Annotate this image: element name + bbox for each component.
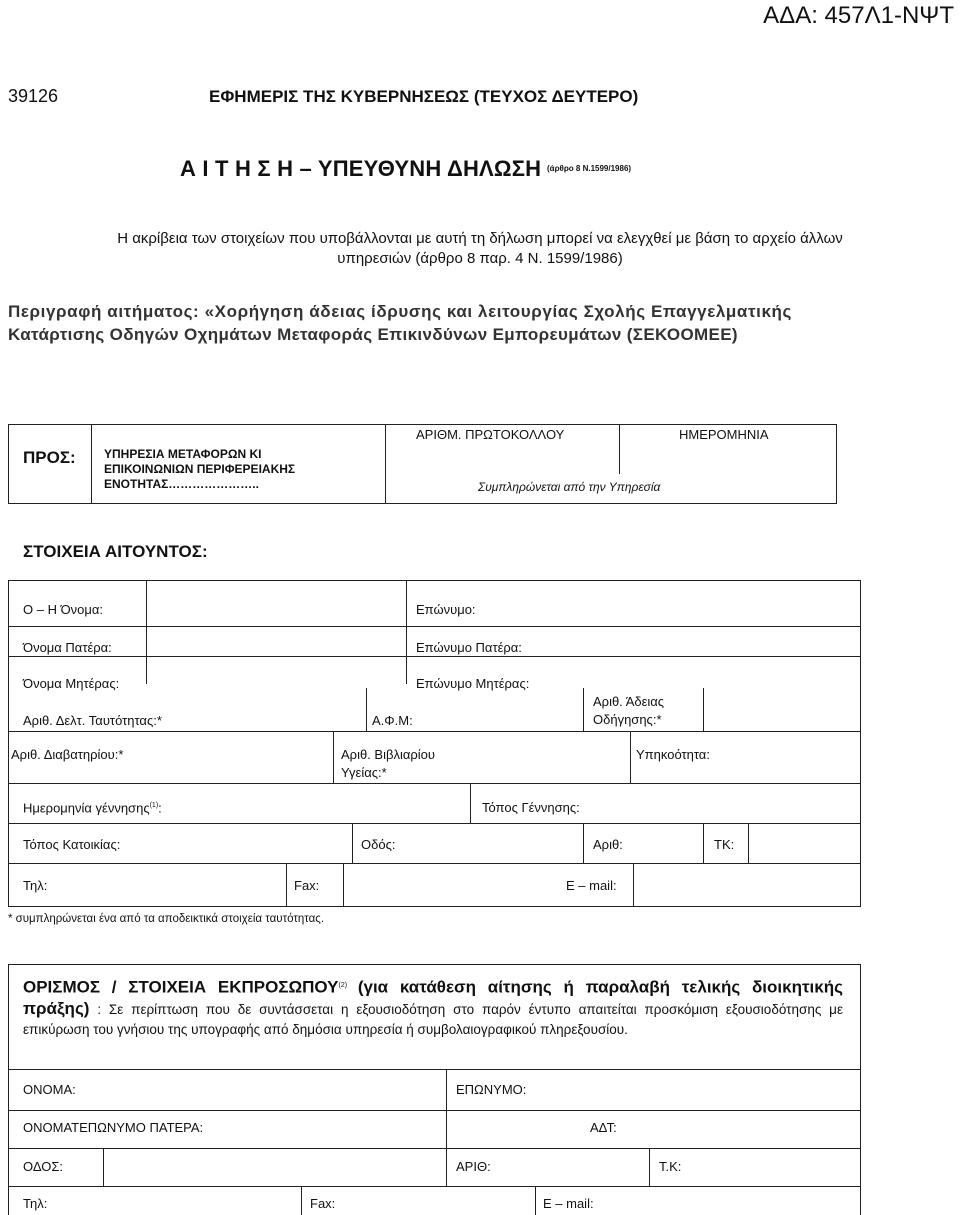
recipient-service-line3: ΕΝΟΤΗΤΑΣ…………………..	[104, 477, 259, 491]
residence-label: Τόπος Κατοικίας:	[23, 837, 121, 852]
representative-footnote-ref: (2)	[338, 982, 348, 989]
fax-label: Fax:	[294, 878, 320, 893]
representative-intro: ΟΡΙΣΜΟΣ / ΣΤΟΙΧΕΙΑ ΕΚΠΡΟΣΩΠΟΥ$^{(2)}$ (για κατάθεση αίτησης ή παραλαβή τελικής διοικητικής πράξης) : Σε περίπτωση που δε συντάσσεται η εξουσιοδότηση στο παρόν έντυπο απαιτείται προσκόμιση εξουσιοδότησης με επικύρωση του γνήσιου της υπογραφής από δημόσια υπηρεσία ή συμβολαιογραφικού πληρεξουσίου.	[23, 977, 843, 1037]
id-number-label: Αριθ. Δελτ. Ταυτότητας:*	[23, 713, 162, 728]
page-number: 39126	[8, 86, 59, 106]
rep-adt-label: ΑΔΤ:	[590, 1120, 617, 1135]
street-label: Οδός:	[361, 837, 396, 852]
mother-name-label: Όνομα Μητέρας:	[23, 676, 120, 691]
rep-fax-label: Fax:	[310, 1196, 336, 1211]
representative-note: Σε περίπτωση που δε συντάσσεται η εξουσιοδότηση στο παρόν έντυπο απαιτείται προσκόμιση εξουσιοδότησης με επικύρωση του γνήσιου της υπογραφής από δημόσια υπηρεσία ή συμβολαιογραφικού πληρεξουσίου.	[23, 1001, 843, 1037]
rep-street-label: ΟΔΟΣ:	[23, 1159, 64, 1174]
license-label-line1: Αριθ. Άδειας	[593, 694, 665, 709]
rep-father-fullname-label: ΟΝΟΜΑΤΕΠΩΝΥΜΟ ΠΑΤΕΡΑ:	[23, 1120, 204, 1135]
afm-label: Α.Φ.Μ:	[372, 713, 413, 728]
health-book-label-line1: Αριθ. Βιβλιαρίου	[341, 747, 435, 762]
applicant-surname-label: Επώνυμο:	[416, 602, 476, 617]
request-description-line1: Περιγραφή αιτήματος: «Χορήγηση άδειας ίδρυσης και λειτουργίας Σχολής Επαγγελματικής	[8, 302, 792, 321]
accuracy-note-line2: υπηρεσιών (άρθρο 8 παρ. 4 Ν. 1599/1986)	[337, 250, 623, 267]
health-book-label	[341, 747, 435, 780]
birth-date-text: Ημερομηνία γέννησης	[23, 800, 150, 816]
rep-phone-label: Τηλ:	[23, 1196, 48, 1211]
rep-number-label: ΑΡΙΘ:	[456, 1159, 491, 1174]
form-title: Α Ι Τ Η Σ Η – ΥΠΕΥΘΥΝΗ ΔΗΛΩΣΗ	[180, 156, 542, 181]
birth-date-label: Ημερομηνία γέννησης$^{(1)}$:	[23, 800, 162, 816]
accuracy-note	[0, 229, 960, 269]
accuracy-note-line1: Η ακρίβεια των στοιχείων που υποβάλλονται με αυτή τη δήλωση μπορεί να ελεγχθεί με βάση το αρχείο άλλων	[117, 230, 843, 247]
rep-email-label: Ε – mail:	[543, 1196, 594, 1211]
applicant-section-title: ΣΤΟΙΧΕΙΑ ΑΙΤΟΥΝΤΟΣ:	[23, 542, 208, 561]
recipient-label: ΠΡΟΣ:	[23, 448, 76, 467]
request-description-line2: Κατάρτισης Οδηγών Οχημάτων Μεταφοράς Επικινδύνων Εμπορευμάτων (ΣΕΚΟΟΜΕΕ)	[8, 325, 738, 344]
health-book-label-line2: Υγείας:*	[341, 765, 387, 780]
rep-name-label: ΟΝΟΜΑ:	[23, 1082, 76, 1097]
recipient-service-line1: ΥΠΗΡΕΣΙΑ ΜΕΤΑΦΟΡΩΝ ΚΙ	[104, 447, 262, 461]
email-label: Ε – mail:	[566, 878, 617, 893]
citizenship-label: Υπηκοότητα:	[636, 747, 710, 762]
applicant-name-label: Ο – Η Όνομα:	[23, 602, 103, 617]
journal-title: ΕΦΗΜΕΡΙΣ ΤΗΣ ΚΥΒΕΡΝΗΣΕΩΣ (ΤΕΥΧΟΣ ΔΕΥΤΕΡΟ)	[209, 87, 639, 106]
recipient-service	[104, 447, 295, 492]
form-title-reference: (άρθρο 8 Ν.1599/1986)	[547, 164, 632, 173]
license-label	[593, 694, 664, 727]
birth-place-label: Τόπος Γέννησης:	[482, 800, 580, 815]
birth-date-footnote-ref: (1)	[149, 802, 159, 809]
phone-label: Τηλ:	[23, 878, 48, 893]
mother-surname-label: Επώνυμο Μητέρας:	[416, 676, 530, 691]
ada-code: ΑΔΑ: 457Λ1-ΝΨΤ	[763, 2, 954, 29]
representative-heading-a: ΟΡΙΣΜΟΣ / ΣΤΟΙΧΕΙΑ ΕΚΠΡΟΣΩΠΟΥ	[23, 977, 339, 997]
representative-heading-b: (για κατάθεση αίτησης ή παραλαβή τελικής διοικητικής πράξης)	[23, 977, 843, 1018]
identity-footnote: * συμπληρώνεται ένα από τα αποδεικτικά στοιχεία ταυτότητας.	[8, 913, 325, 925]
passport-label: Αριθ. Διαβατηρίου:*	[11, 747, 124, 762]
request-description	[8, 300, 958, 346]
license-label-line2: Οδήγησης:*	[593, 712, 662, 727]
street-number-label: Αριθ:	[593, 837, 623, 852]
recipient-service-line2: ΕΠΙΚΟΙΝΩΝΙΩΝ ΠΕΡΙΦΕΡΕΙΑΚΗΣ	[104, 462, 296, 476]
postal-code-label: ΤΚ:	[714, 837, 735, 852]
father-name-label: Όνομα Πατέρα:	[23, 640, 112, 655]
rep-surname-label: ΕΠΩΝΥΜΟ:	[456, 1082, 527, 1097]
father-surname-label: Επώνυμο Πατέρα:	[416, 640, 522, 655]
filled-by-note: Συμπληρώνεται από την Υπηρεσία	[478, 480, 661, 494]
rep-postal-label: Τ.Κ:	[659, 1159, 682, 1174]
protocol-number-label: ΑΡΙΘΜ. ΠΡΩΤΟΚΟΛΛΟΥ	[416, 427, 565, 442]
date-label: ΗΜΕΡΟΜΗΝΙΑ	[679, 427, 769, 442]
